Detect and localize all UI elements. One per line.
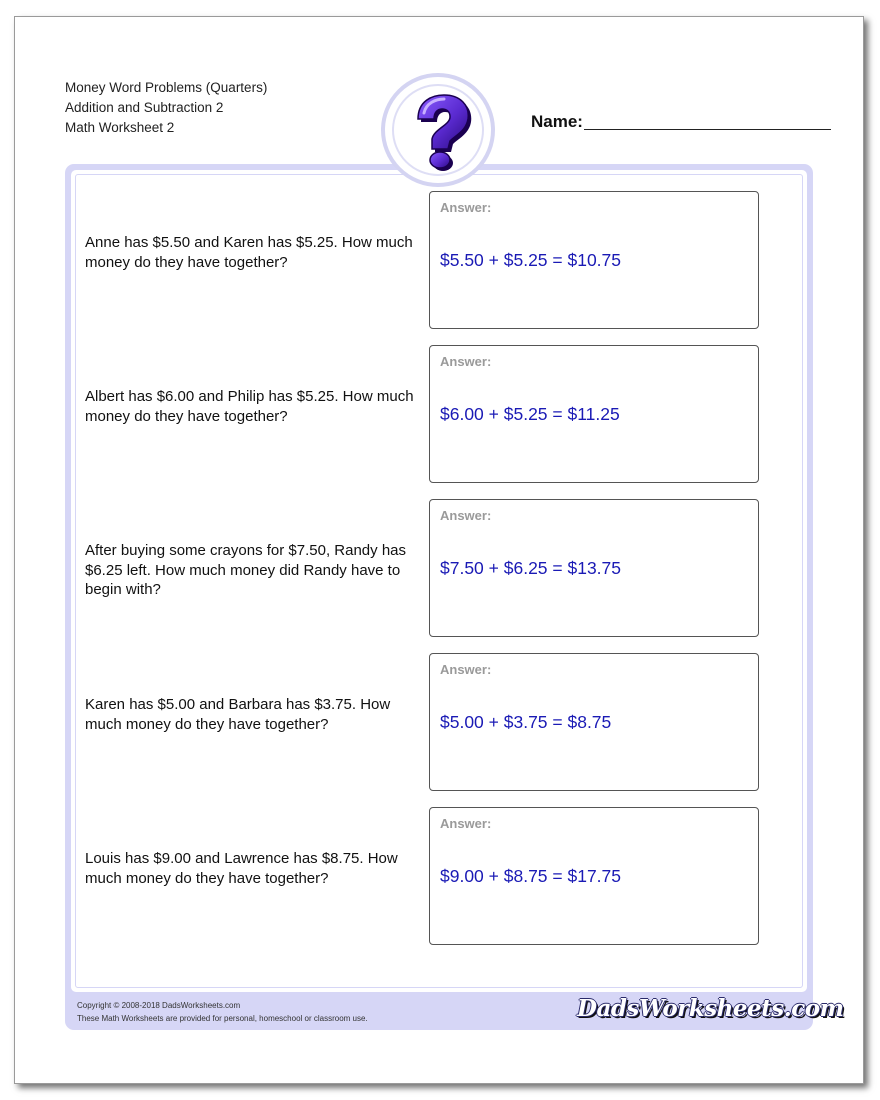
- answer-value-4: $5.00 + $3.75 = $8.75: [440, 712, 612, 732]
- answer-box-4[interactable]: [429, 653, 759, 791]
- answer-box-3[interactable]: [429, 499, 759, 637]
- answer-label: Answer:: [440, 508, 492, 523]
- name-line: [584, 129, 831, 130]
- answer-value-5: $9.00 + $8.75 = $17.75: [440, 866, 621, 886]
- problem-4-text: Karen has $5.00 and Barbara has $3.75. How much money do they have together?: [85, 696, 391, 733]
- answer-label: Answer:: [440, 200, 492, 215]
- worksheet-title: [65, 78, 267, 138]
- answer-value-1: $5.50 + $5.25 = $10.75: [440, 250, 621, 270]
- answer-box-5[interactable]: [429, 807, 759, 945]
- title-line-1: Money Word Problems (Quarters): [65, 80, 268, 95]
- title-line-2: Addition and Subtraction 2: [65, 100, 224, 115]
- question-mark-icon: [381, 73, 495, 187]
- answer-value-3: $7.50 + $6.25 = $13.75: [440, 558, 621, 578]
- answer-label: Answer:: [440, 354, 492, 369]
- answer-value-2: $6.00 + $5.25 = $11.25: [440, 404, 620, 424]
- copyright-line: Copyright © 2008-2018 DadsWorksheets.com: [77, 1001, 241, 1010]
- problem-1-text: Anne has $5.50 and Karen has $5.25. How much money do they have together?: [85, 234, 413, 271]
- answer-label: Answer:: [440, 662, 492, 677]
- footer-copyright: [77, 999, 368, 1025]
- brand-logo: DadsWorksheets.com: [577, 995, 844, 1022]
- answer-label: Answer:: [440, 816, 492, 831]
- problem-2-text: Albert has $6.00 and Philip has $5.25. How much money do they have together?: [85, 388, 414, 425]
- answer-box-2[interactable]: [429, 345, 759, 483]
- usage-notice: These Math Worksheets are provided for personal, homeschool or classroom use.: [77, 1014, 368, 1023]
- answer-box-1[interactable]: [429, 191, 759, 329]
- title-line-3: Math Worksheet 2: [65, 120, 175, 135]
- name-label: Name:: [531, 112, 583, 131]
- problem-3-text: After buying some crayons for $7.50, Randy has $6.25 left. How much money did Randy have to begin with?: [85, 542, 407, 598]
- problem-5-text: Louis has $9.00 and Lawrence has $8.75. How much money do they have together?: [85, 850, 398, 887]
- worksheet-page: [14, 16, 864, 1084]
